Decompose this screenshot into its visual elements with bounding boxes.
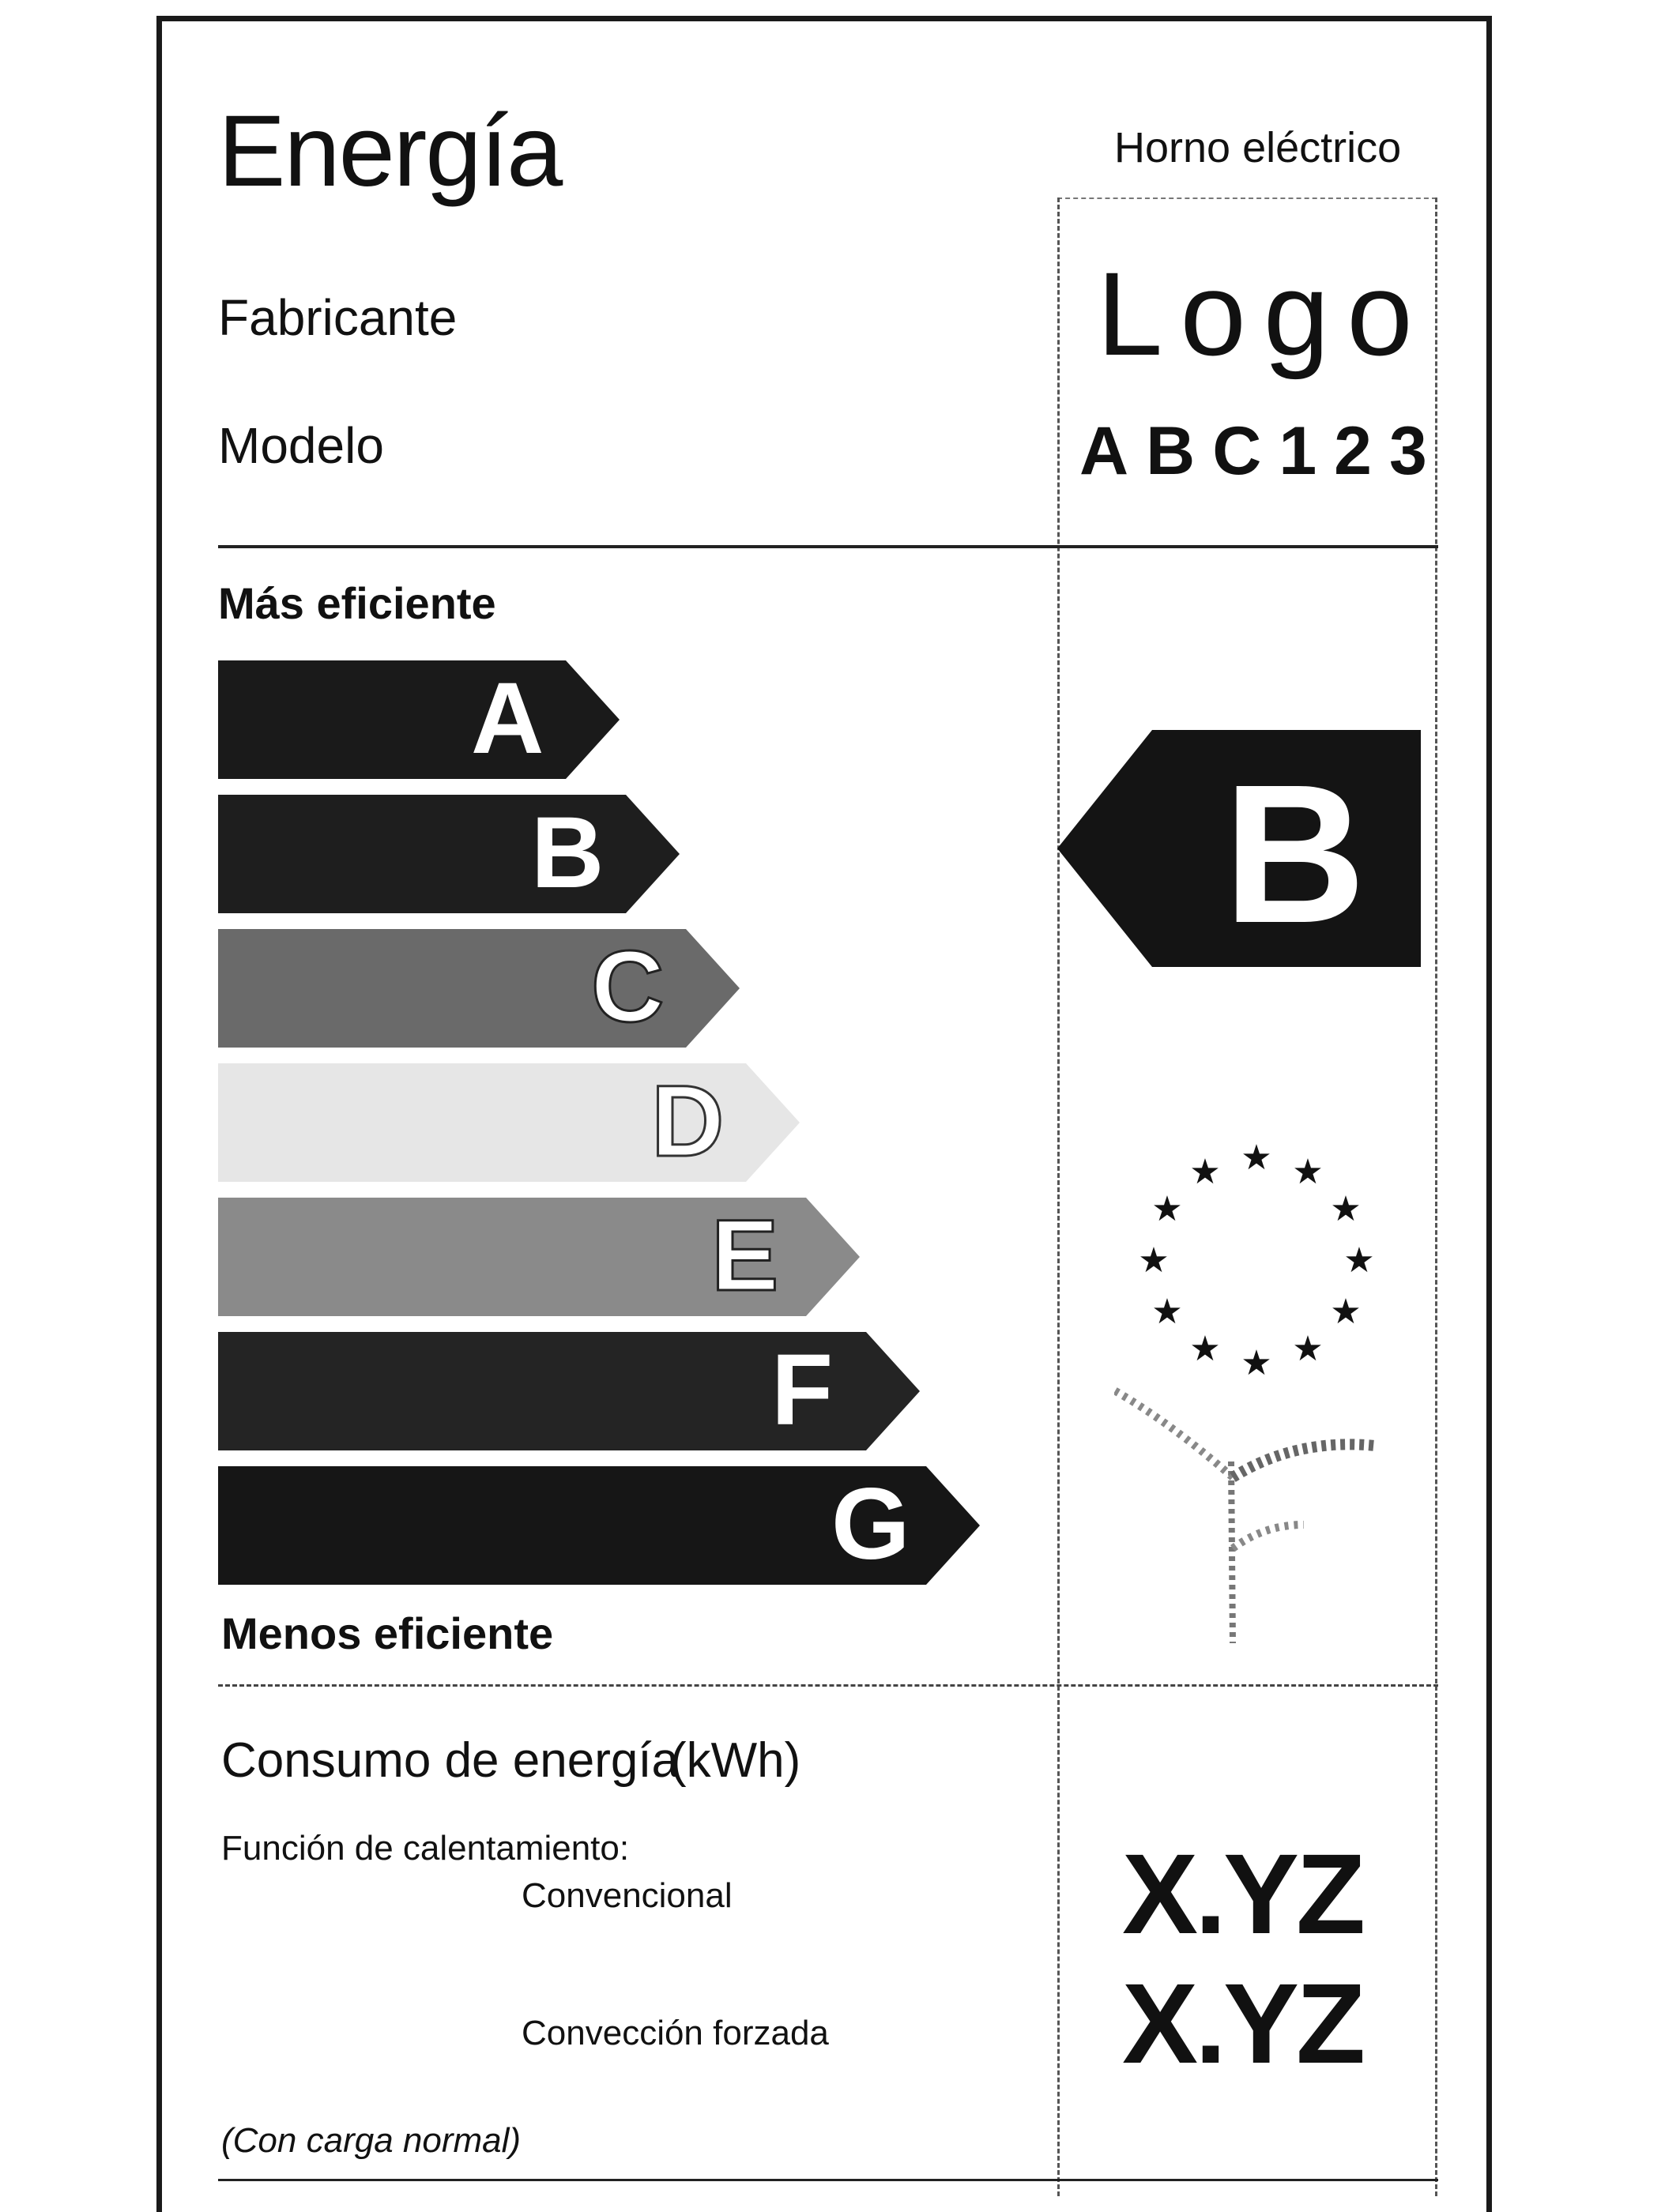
manufacturer-logo: Logo (1097, 247, 1430, 380)
energy-class-letter: B (531, 796, 605, 909)
energy-class-bar-d (218, 1063, 800, 1182)
label-title: Energía (218, 95, 562, 208)
svg-text:★: ★ (1292, 1329, 1324, 1369)
svg-text:★: ★ (1151, 1292, 1183, 1332)
energy-class-bar-f (218, 1332, 920, 1450)
conventional-value: X.YZ (1122, 1830, 1363, 1958)
model-value: ABC123 (1079, 413, 1445, 489)
rating-letter: B (1223, 743, 1366, 964)
svg-text:★: ★ (1151, 1189, 1183, 1229)
consumption-label: Consumo de energía (221, 1733, 680, 1788)
appliance-type: Horno eléctrico (1114, 124, 1402, 171)
right-column-top-rule (1057, 198, 1437, 199)
forced-convection-label: Convección forzada (522, 2014, 829, 2052)
svg-text:★: ★ (1189, 1152, 1221, 1192)
right-column-edge (1435, 198, 1437, 2196)
energy-class-letter: C (591, 931, 665, 1044)
energy-class-letter: G (831, 1468, 910, 1581)
energy-class-letter: A (471, 662, 544, 775)
energy-class-arrow-a (218, 660, 620, 779)
most-efficient-label: Más eficiente (218, 578, 496, 628)
eu-flower-icon (1114, 1130, 1399, 1655)
svg-text:★: ★ (1189, 1329, 1221, 1369)
conventional-label: Convencional (522, 1876, 733, 1915)
svg-text:★: ★ (1292, 1152, 1324, 1192)
svg-text:★: ★ (1330, 1189, 1362, 1229)
energy-class-arrow-b (218, 795, 680, 913)
consumption-unit: (kWh) (670, 1733, 801, 1788)
svg-text:★: ★ (1138, 1240, 1170, 1281)
load-note: (Con carga normal) (221, 2121, 522, 2160)
energy-class-letter: D (651, 1065, 725, 1178)
model-label: Modelo (218, 417, 384, 474)
energy-class-bar-e (218, 1198, 860, 1316)
rating-indicator (1057, 730, 1421, 971)
svg-text:★: ★ (1330, 1292, 1362, 1332)
svg-text:★: ★ (1343, 1240, 1375, 1281)
column-divider (1057, 198, 1060, 2196)
header-divider (218, 545, 1438, 548)
energy-class-letter: E (711, 1199, 779, 1312)
least-efficient-label: Menos eficiente (221, 1608, 554, 1658)
scale-divider (218, 1684, 1438, 1687)
energy-class-bar-c (218, 929, 740, 1048)
energy-class-bar-b (218, 795, 680, 913)
svg-text:★: ★ (1241, 1138, 1272, 1178)
energy-class-letter: F (771, 1334, 834, 1446)
svg-text:★: ★ (1241, 1343, 1272, 1383)
energy-class-bar-g (218, 1466, 980, 1585)
manufacturer-label: Fabricante (218, 289, 458, 346)
energy-class-bar-a (218, 660, 620, 779)
heating-function-label: Función de calentamiento: (221, 1829, 630, 1868)
forced-convection-value: X.YZ (1122, 1960, 1363, 2087)
bottom-divider (218, 2179, 1438, 2181)
